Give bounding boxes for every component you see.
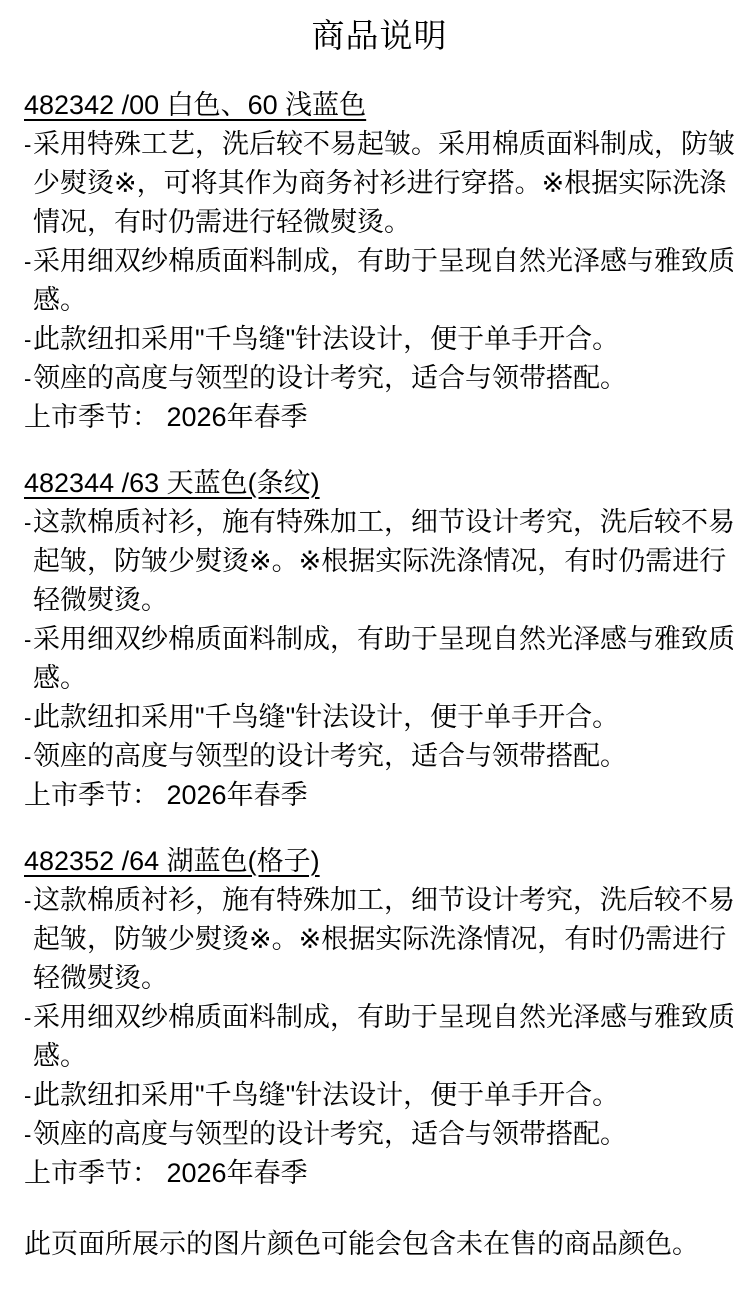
bullet-text: 这款棉质衬衫，施有特殊加工，细节设计考究，洗后较不易起皱，防皱少熨烫※。※根据实际洗涤情况，有时仍需进行轻微熨烫。 <box>33 885 735 993</box>
product-heading-3: 482352 /64 湖蓝色(格子) <box>24 846 320 876</box>
bullet-item <box>24 620 735 698</box>
product-heading-2: 482344 /63 天蓝色(条纹) <box>24 468 320 498</box>
season-line: 上市季节： 2026年春季 <box>24 1158 308 1188</box>
page-title: 商品说明 <box>311 17 448 54</box>
product-section-2 <box>24 464 735 815</box>
bullet-item <box>24 359 735 398</box>
bullet-item <box>24 1076 735 1115</box>
bullet-item <box>24 737 735 776</box>
bullet-text: 领座的高度与领型的设计考究，适合与领带搭配。 <box>33 741 627 771</box>
bullet-text: 此款纽扣采用"千鸟缝"针法设计，便于单手开合。 <box>33 324 620 354</box>
product-heading-1: 482342 /00 白色、60 浅蓝色 <box>24 90 367 120</box>
product-section-3 <box>24 842 735 1193</box>
bullet-item <box>24 881 735 998</box>
bullet-dash: - <box>24 132 32 157</box>
bullet-item <box>24 1115 735 1154</box>
bullet-dash: - <box>24 327 32 352</box>
bullet-dash: - <box>24 510 32 535</box>
bullet-dash: - <box>24 249 32 274</box>
bullet-text: 采用细双纱棉质面料制成，有助于呈现自然光泽感与雅致质感。 <box>33 1002 735 1071</box>
bullet-dash: - <box>24 705 32 730</box>
product-section-1 <box>24 86 735 437</box>
season-line: 上市季节： 2026年春季 <box>24 402 308 432</box>
bullet-text: 采用特殊工艺，洗后较不易起皱。采用棉质面料制成，防皱少熨烫※，可将其作为商务衬衫进行穿搭。※根据实际洗涤情况，有时仍需进行轻微熨烫。 <box>33 129 735 237</box>
bullet-dash: - <box>24 366 32 391</box>
bullet-item <box>24 698 735 737</box>
bullet-text: 此款纽扣采用"千鸟缝"针法设计，便于单手开合。 <box>33 1080 620 1110</box>
season-line: 上市季节： 2026年春季 <box>24 780 308 810</box>
bullet-item <box>24 125 735 242</box>
bullet-text: 领座的高度与领型的设计考究，适合与领带搭配。 <box>33 1119 627 1149</box>
bullet-text: 此款纽扣采用"千鸟缝"针法设计，便于单手开合。 <box>33 702 620 732</box>
bullet-dash: - <box>24 627 32 652</box>
bullet-text: 领座的高度与领型的设计考究，适合与领带搭配。 <box>33 363 627 393</box>
bullet-dash: - <box>24 888 32 913</box>
bullet-item <box>24 320 735 359</box>
bullet-dash: - <box>24 1005 32 1030</box>
bullet-dash: - <box>24 1083 32 1108</box>
bullet-text: 这款棉质衬衫，施有特殊加工，细节设计考究，洗后较不易起皱，防皱少熨烫※。※根据实际洗涤情况，有时仍需进行轻微熨烫。 <box>33 507 735 615</box>
bullet-item <box>24 998 735 1076</box>
bullet-text: 采用细双纱棉质面料制成，有助于呈现自然光泽感与雅致质感。 <box>33 246 735 315</box>
bullet-text: 采用细双纱棉质面料制成，有助于呈现自然光泽感与雅致质感。 <box>33 624 735 693</box>
bullet-dash: - <box>24 1122 32 1147</box>
bullet-item <box>24 242 735 320</box>
bullet-dash: - <box>24 744 32 769</box>
bullet-item <box>24 503 735 620</box>
footer-note: 此页面所展示的图片颜色可能会包含未在售的商品颜色。 <box>24 1229 699 1259</box>
